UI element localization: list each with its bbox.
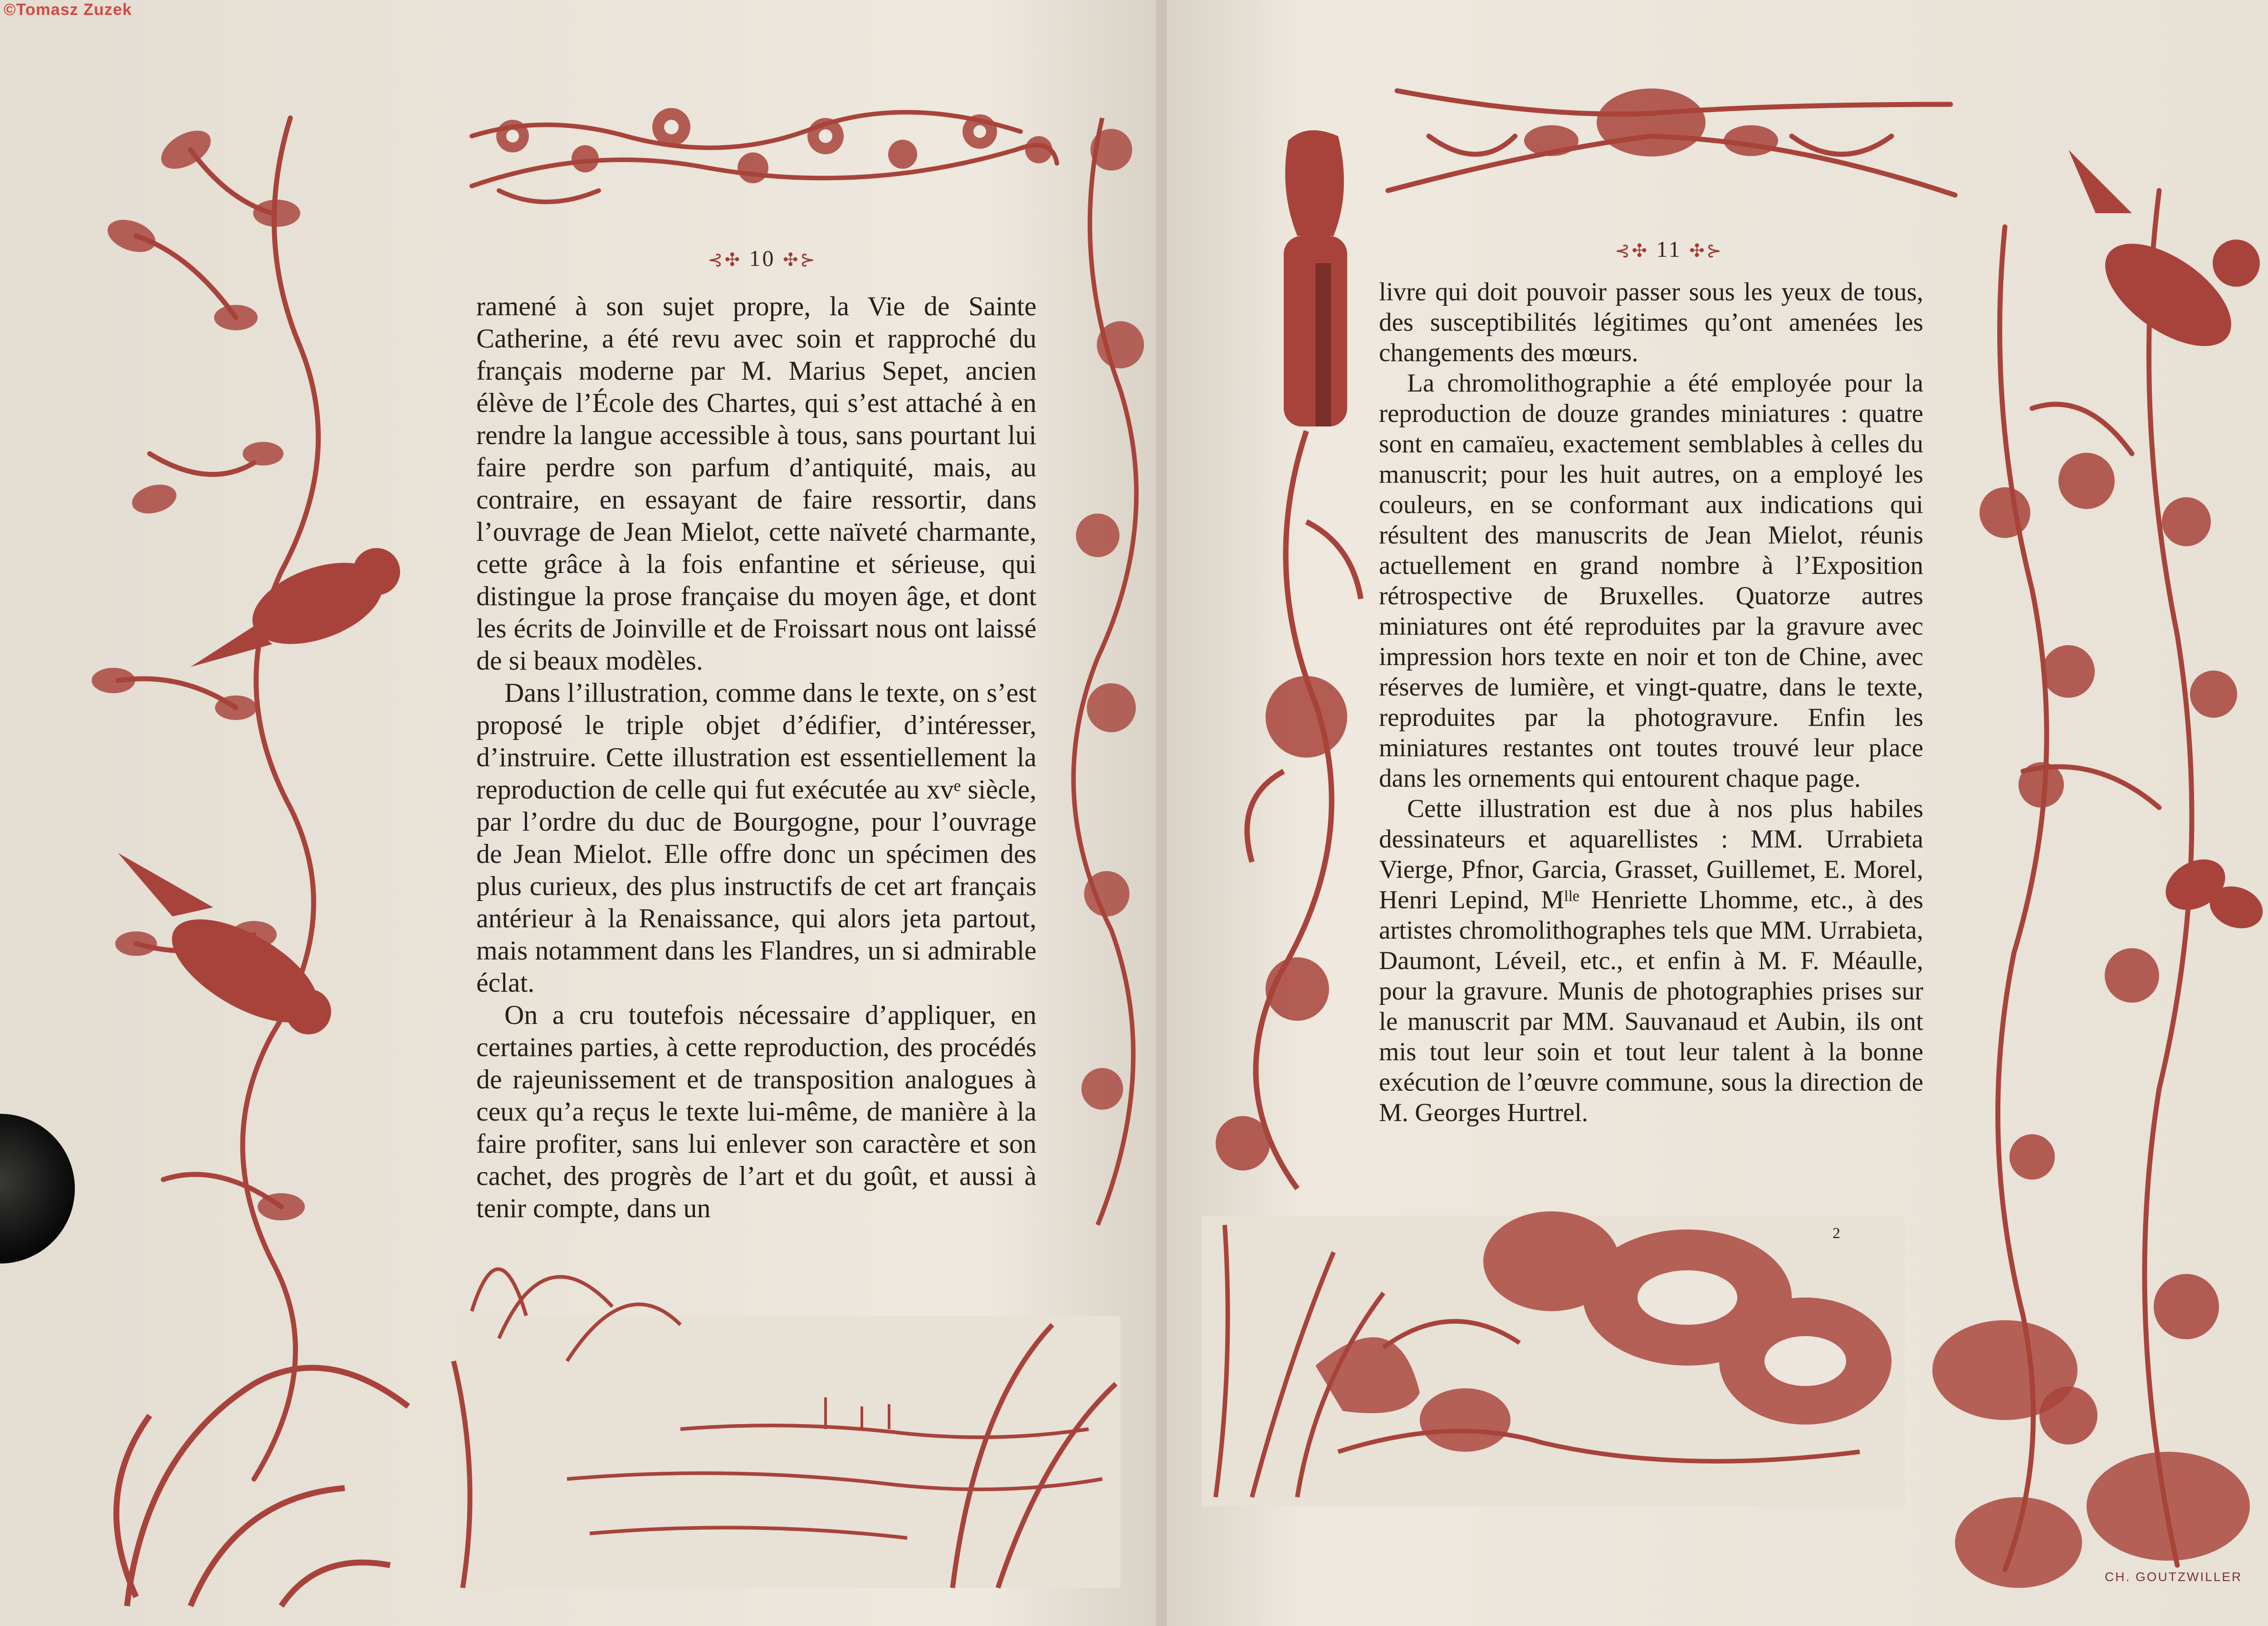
paragraph: On a cru toutefois nécessaire d’appliquer, en certaines parties, à cette reproduction, des procédés de rajeunissement et de transposition analogues à ceux qu’a reçus le texte lui-même, de manière à la faire profiter, sans lui enlever son caractère et son cachet, des progrès de l’art et du goût, et aussi à tenir compte, dans un [476,1000,1036,1223]
folio-ornament-left-icon: ⊰✣ [708,250,742,270]
folio-ornament-left-icon: ⊰✣ [1615,240,1649,261]
paragraph: ramené à son sujet propre, la Vie de Sainte Catherine, a été revu avec soin et rapproché du français moderne par M. Marius Sepet, ancien élève de l’École des Chartes, qui s’est attaché à en rendre la langue accessible à tous, sans pourtant lui faire perdre son parfum d’antiquité, mais, au contraire, en essayant de faire ressortir, dans l’ouvrage de Jean Mielot, cette naïveté charmante, cette grâce à la fois enfantine et sérieuse, qui distingue la prose française du moyen âge, et dont les écrits de Joinville et de Froissart nous ont laissé de si beaux modèles. [476,291,1036,676]
left-page-folio [708,245,817,271]
right-page-folio [1615,236,1723,262]
paragraph: Cette illustration est due à nos plus habiles dessinateurs et aquarellistes : MM. Urrabieta Vierge, Pfnor, Garcia, Grasset, Guillemet, E. Morel, Henri Lepind, Mˡˡᵉ Henriette Lhomme, etc., à des artistes chromolithographes tels que MM. Urrabieta, Daumont, Léveil, etc., et enfin à M. F. Méaulle, pour la gravure. Munis de photographies prises sur le manuscrit par MM. Sauvanaud et Aubin, ils ont mis tout leur soin et tout leur talent à la bonne exécution de l’œuvre commune, sous la direction de M. Georges Hurtrel. [1379,794,1923,1127]
folio-ornament-right-icon: ✣⊱ [1689,240,1724,261]
signature-mark: 2 [1833,1225,1840,1242]
right-left-border-figure [1284,130,1347,426]
engraver-signature: CH. GOUTZWILLER [2105,1570,2243,1584]
photo-credit: ©Tomasz Zuzek [4,0,132,19]
folio-number: 11 [1656,236,1682,262]
left-page-text [476,290,1036,1224]
right-page-text [1379,277,1923,1128]
folio-ornament-right-icon: ✣⊱ [783,250,817,270]
paragraph: Dans l’illustration, comme dans le texte, on s’est proposé le triple objet d’édifier, d’intéresser, d’instruire. Cette illustration est essentiellement la reproduction de celle qui fut exécutée au xvᵉ siècle, par l’ordre du duc de Bourgogne, pour l’ouvrage de Jean Mielot. Elle offre donc un spécimen des plus curieux, des plus instructifs de cet art français antérieur à la Renaissance, qui alors jeta partout, mais notamment dans les Flandres, un si admirable éclat. [476,678,1036,998]
right-bottom-scene [1202,1211,1905,1506]
left-bottom-landscape [454,1269,1120,1588]
paragraph: La chromolithographie a été employée pour la reproduction de douze grandes miniatures : quatre sont en camaïeu, exactement semblables à celles du manuscrit; pour les huit autres, on a employé les couleurs, en se conformant aux indications qui résultent des manuscrits de Jean Mielot, réunis actuellement en grand nombre à l’Exposition rétrospective de Bruxelles. Quatorze autres miniatures ont été reproduites par la gravure avec impression hors texte en noir et ton de Chine, avec réserves de lumière, et vingt-quatre, dans le texte, reproduites par la photogravure. Enfin les miniatures restantes ont toutes trouvé leur place dans les ornements qui entourent chaque page. [1379,369,1923,793]
folio-number: 10 [749,245,776,271]
paragraph: livre qui doit pouvoir passer sous les yeux de tous, des susceptibilités légitimes qu’ont amenées les changements des mœurs. [1379,278,1923,367]
